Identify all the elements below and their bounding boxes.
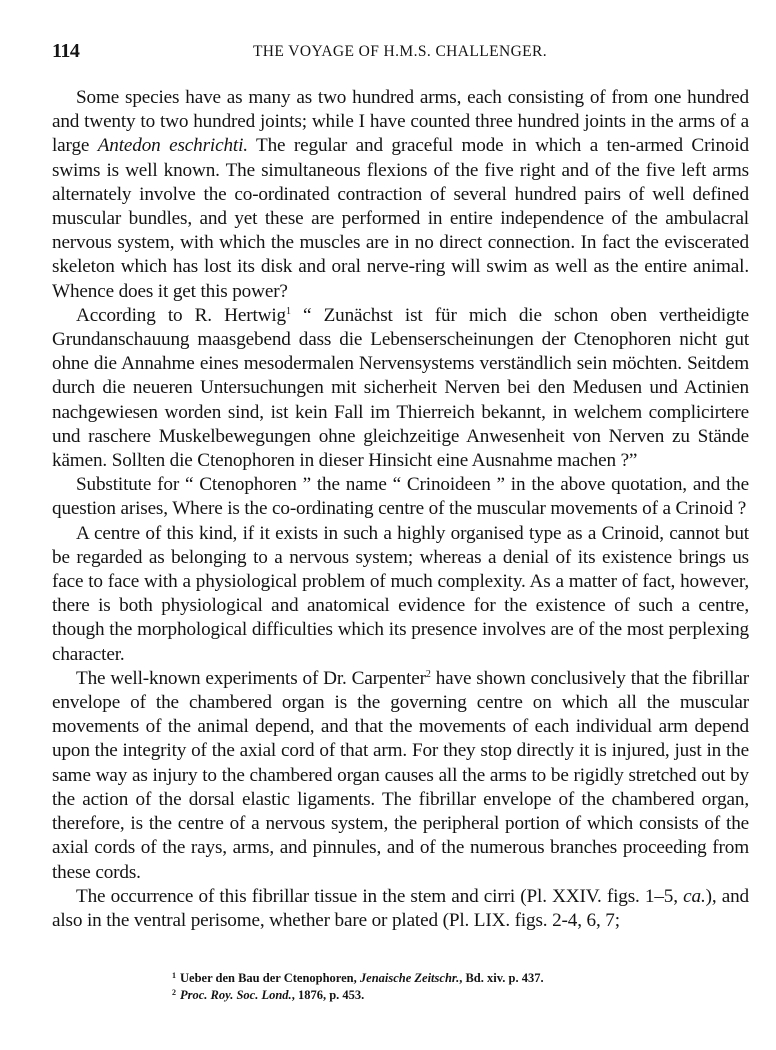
footnote-ref-2: 2 — [425, 668, 431, 680]
footnote-1: $^1$ Ueber den Bau der Ctenophoren, Jenaische Zeitschr., Bd. xiv. p. 437. — [172, 971, 544, 985]
paragraph-fibrillar-tissue: The occurrence of this fibrillar tissue in the stem and cirri (Pl. XXIV. figs. 1–5, ca.), and also in the ventral perisome, whether bare or plated (Pl. LIX. figs. 2-4, 6, 7; — [52, 885, 749, 931]
paragraph-arms-and-joints: Some species have as many as two hundred arms, each consisting of from one hundred and twenty to two hundred joints; while I have counted three hundred joints in the arms of a large Antedon eschrichti. The regular and graceful mode in which a ten-armed Crinoid swims is well known. The simultaneous flexions of the five right and of the five left arms alternately involve the co-ordinated contraction of several hundred pairs of well defined muscular bundles, and yet these are performed in entire independence of the ambulacral nervous system, with which the muscles are in no direct connection. In fact the eviscerated skeleton which has lost its disk and oral nerve-ring will swim as well as the entire animal. Whence does it get this power? — [52, 87, 749, 302]
page-header — [52, 40, 748, 66]
plate-label-ca: ca. — [683, 885, 706, 907]
footnote-ref-1: 1 — [285, 305, 291, 317]
paragraph-carpenter-experiments: The well-known experiments of Dr. Carpenter$^2$ have shown conclusively that the fibrillar envelope of the chambered organ is the governing centre on which all the muscular movements of the animal depend, and that the movements of each individual arm depend upon the integrity of the axial cord of that arm. For they stop directly it is injured, just in the same way as injury to the chambered organ causes all the arms to be rigidly stretched out by the action of the dorsal elastic ligaments. The fibrillar envelope of the chambered organ, therefore, is the centre of a nervous system, the peripheral portion of which consists of the axial cords of the rays, arms, and pinnules, and of the numerous branches proceeding from these cords. — [52, 667, 750, 883]
body-text — [52, 86, 749, 933]
footnote-2: $^2$ Proc. Roy. Soc. Lond., 1876, p. 453. — [172, 988, 365, 1002]
running-title: THE VOYAGE OF H.M.S. CHALLENGER. — [252, 43, 548, 60]
paragraph-centre-of-kind: A centre of this kind, if it exists in such a highly organised type as a Crinoid, cannot but be regarded as belonging to a nervous system; whereas a denial of its existence brings us face to face with a physiological problem of much complexity. As a matter of fact, however, there is both physiological and anatomical evidence for the existence of such a centre, though the morphological difficulties which its presence involves are of the most perplexing character. — [52, 522, 749, 665]
page-number: 114 — [52, 40, 80, 62]
paragraph-substitute: Substitute for “ Ctenophoren ” the name “ Crinoideen ” in the above quotation, and the question arises, Where is the co-ordinating centre of the muscular movements of a Crinoid ? — [52, 474, 749, 520]
paragraph-hertwig-quote: According to R. Hertwig$^1$ “ Zunächst ist für mich die schon oben vertheidigte Grundanschauung maasgebend dass die Lebenserscheinungen der Ctenophoren nicht gut ohne die Annahme eines mesodermalen Nervensystems verständlich sein möchten. Seitdem durch die neueren Untersuchungen mit sicherheit Nerven bei den Medusen und Actinien nachgewiesen worden sind, ist kein Fall im Thierreich bekannt, in welchem complicirtere und raschere Muskelbewegungen ohne gleichzeitige Anwesenheit von Nerven zu Stände kämen. Sollten die Ctenophoren in dieser Hinsicht eine Ausnahme machen ?” — [52, 304, 749, 472]
footnotes — [172, 970, 732, 1004]
species-name-antedon: Antedon eschrichti. — [97, 135, 248, 157]
